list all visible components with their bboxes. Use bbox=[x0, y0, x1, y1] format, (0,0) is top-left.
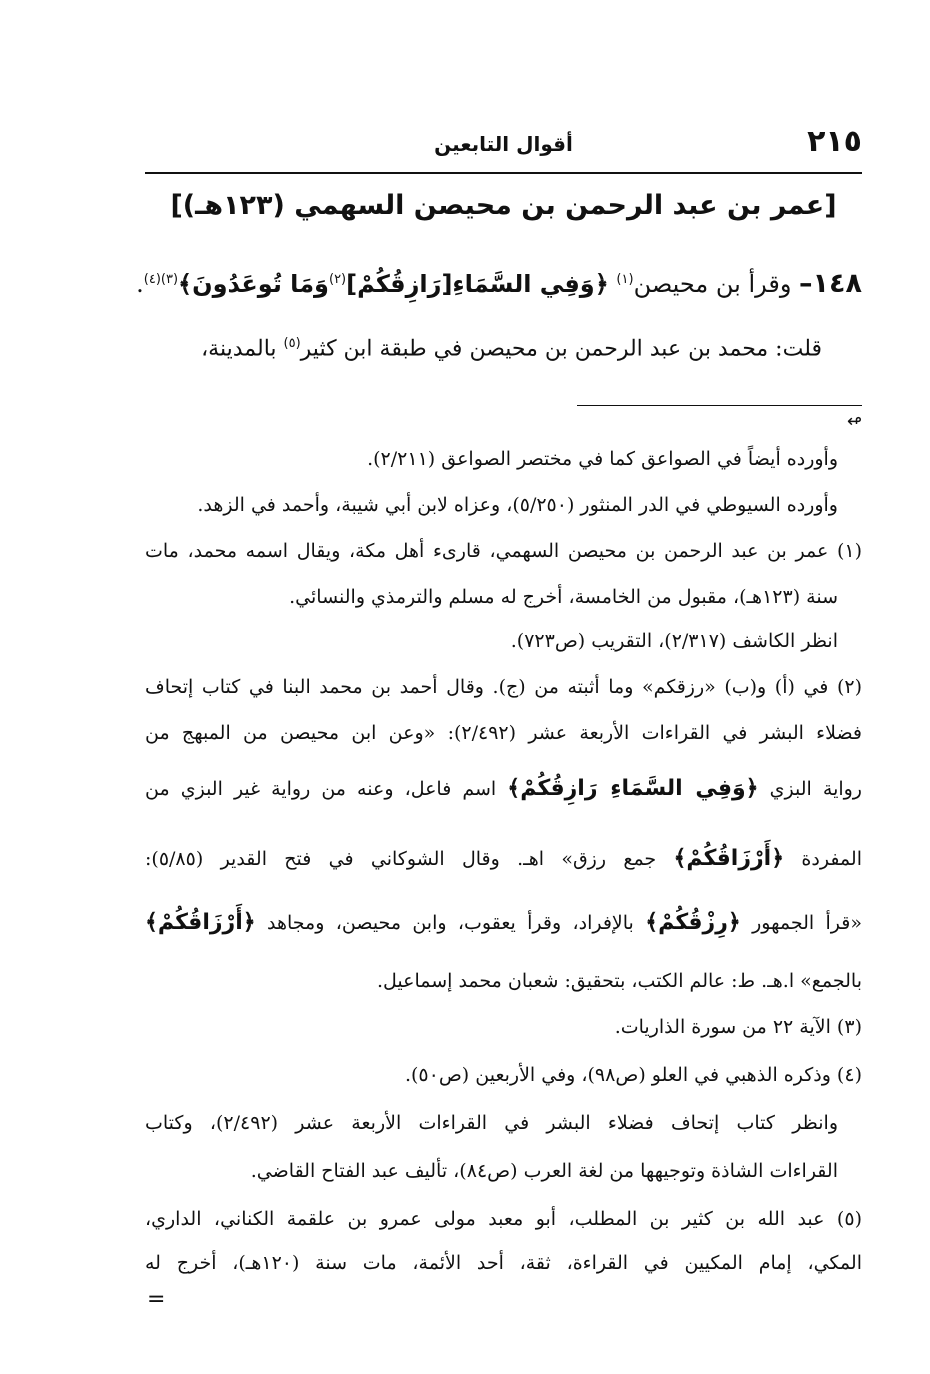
footnote-1: (١) عمر بن عبد الرحمن بن محيصن السهمي، قارىء أهل مكة، ويقال اسمه محمد، مات bbox=[145, 540, 862, 562]
footnote-line: وأورده أيضاً في الصواعق كما في مختصر الصواعق (٢/٢١١). bbox=[367, 448, 838, 470]
footnote-ref-4: (٤) bbox=[143, 272, 161, 287]
footnote-line: فضلاء البشر في القراءات الأربعة عشر (٢/٤٩٢): «وعن ابن محيصن من المبهج من bbox=[145, 722, 862, 744]
footnote-3: (٣) الآية ٢٢ من سورة الذاريات. bbox=[614, 1016, 862, 1038]
footnote-line bbox=[145, 776, 862, 801]
section-heading: [عمر بن عبد الرحمن بن محيصن السهمي (١٢٣هـ)] bbox=[170, 190, 837, 221]
footnote-text: «قرأ الجمهور bbox=[740, 912, 862, 934]
footnote-2: (٢) في (أ) و(ب) «رزقكم» وما أثبته من (ج). وقال أحمد بن محمد البنا في كتاب إتحاف bbox=[145, 676, 862, 698]
verse-quote: ﴿رِزْقُكُمْ﴾ bbox=[645, 910, 741, 935]
verse-part-1: ﴿وَفِي السَّمَاءِ[رَازِقُكُمْ] bbox=[346, 270, 609, 298]
footnote-text: رواية البزي bbox=[758, 778, 862, 800]
footnote-ref-1: (١) bbox=[616, 272, 634, 287]
footnote-line: انظر الكاشف (٢/٣١٧)، التقريب (ص٧٢٣). bbox=[510, 630, 838, 652]
entry-end: . bbox=[136, 270, 144, 298]
footnote-text: جمع رزق» اهـ. وقال الشوكاني في فتح القدير (٥/٨٥): bbox=[145, 848, 674, 870]
footnote-line: المكي، إمام المكيين في القراءة، ثقة، أحد الأئمة، مات سنة (١٢٠هـ)، أخرج له bbox=[145, 1252, 862, 1274]
entry-number: ١٤٨– bbox=[799, 268, 862, 299]
running-header bbox=[145, 120, 862, 174]
footnote-ref-2: (٢) bbox=[328, 272, 347, 287]
footnote-line: بالجمع» ا.هـ. ط: عالم الكتب، بتحقيق: شعبان محمد إسماعيل. bbox=[376, 970, 862, 992]
footnote-line: وانظر كتاب إتحاف فضلاء البشر في القراءات الأربعة عشر (٢/٤٩٢)، وكتاب bbox=[145, 1112, 839, 1134]
footnote-text: المفردة bbox=[784, 848, 862, 870]
comment-text-end: بالمدينة، bbox=[201, 336, 284, 362]
footnote-line: وأورده السيوطي في الدر المنثور (٥/٢٥٠)، وعزاه لابن أبي شيبة، وأحمد في الزهد. bbox=[197, 494, 838, 516]
verse-quote: ﴿وَفِي السَّمَاءِ رَازِقُكُمْ﴾ bbox=[507, 776, 759, 801]
author-comment bbox=[145, 336, 862, 361]
continued-mark: = bbox=[147, 1287, 166, 1312]
footnote-text: بالإفراد، وقرأ يعقوب، وابن محيصن، ومجاهد bbox=[255, 912, 646, 934]
page-number: ٢١٥ bbox=[807, 124, 862, 159]
footnote-4: (٤) وذكره الذهبي في العلو (ص٩٨)، وفي الأربعين (ص٥٠). bbox=[404, 1064, 862, 1086]
narrator-text: وقرأ بن محيصن bbox=[633, 270, 800, 298]
continuation-icon: ↫ bbox=[846, 411, 862, 432]
footnote-text: اسم فاعل، وعنه من رواية غير البزي من bbox=[145, 778, 508, 800]
footnote-ref-3: (٣) bbox=[160, 272, 179, 287]
verse-quote: ﴿أَرْزَاقُكُمْ﴾ bbox=[673, 846, 785, 871]
verse-part-2: وَمَا تُوعَدُونَ﴾ bbox=[178, 270, 329, 298]
running-title: أقوال التابعين bbox=[434, 132, 573, 156]
footnote-line bbox=[145, 910, 862, 935]
entry-148 bbox=[136, 268, 862, 299]
footnote-ref-5: (٥) bbox=[283, 336, 301, 351]
comment-text: قلت: محمد بن عبد الرحمن بن محيصن في طبقة ابن كثير bbox=[300, 336, 822, 362]
footnote-line: القراءات الشاذة وتوجيهها من لغة العرب (ص٨٤)، تأليف عبد الفتاح القاضي. bbox=[250, 1160, 838, 1182]
footnote-line bbox=[145, 846, 862, 871]
footnote-line: سنة (١٢٣هـ)، مقبول من الخامسة، أخرج له مسلم والترمذي والنسائي. bbox=[289, 586, 838, 608]
verse-quote: ﴿أَرْزَاقُكُمْ﴾ bbox=[145, 910, 256, 935]
footnote-separator bbox=[577, 405, 862, 406]
footnote-5: (٥) عبد الله بن كثير بن المطلب، أبو معبد مولى عمرو بن علقمة الكناني، الداري، bbox=[145, 1208, 862, 1230]
